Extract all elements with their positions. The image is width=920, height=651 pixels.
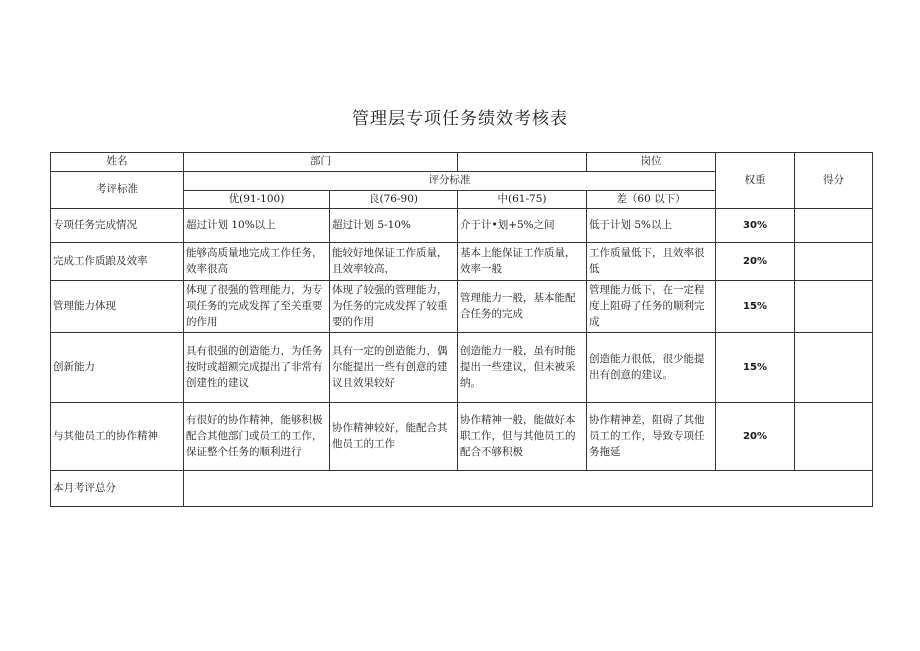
criteria-average: 管理能力一般，基本能配合任务的完成 <box>458 281 587 333</box>
criteria-excellent: 具有很强的创造能力，为任务按时或超额完成提出了非常有创建性的建议 <box>184 333 330 403</box>
table-row <box>51 209 873 243</box>
row-weight: 20% <box>716 243 795 281</box>
criteria-excellent: 有很好的协作精神，能够积极配合其他部门或员工的工作，保证整个任务的顺利进行 <box>184 403 330 471</box>
row-weight: 15% <box>716 281 795 333</box>
level-poor: 差（60 以下） <box>587 190 716 209</box>
row-score-cell[interactable] <box>795 243 873 281</box>
row-score-cell[interactable] <box>795 333 873 403</box>
row-item-label: 完成工作质踉及效率 <box>51 243 184 281</box>
criteria-poor: 创造能力很低，很少能提出有创意的建议。 <box>587 333 716 403</box>
criteria-good: 体现了较强的管理能力，为任务的完成发挥了较重要的作用 <box>330 281 458 333</box>
table-row <box>51 403 873 471</box>
name-label: 姓名 <box>51 153 184 172</box>
criteria-excellent: 超过计划 10%以上 <box>184 209 330 243</box>
row-item-label: 创新能力 <box>51 333 184 403</box>
table-row <box>51 281 873 333</box>
row-weight: 20% <box>716 403 795 471</box>
criteria-average: 介于计•划+5%之间 <box>458 209 587 243</box>
header-row-info <box>51 153 873 172</box>
criteria-average: 创造能力一般，虽有时能提出一些建议，但未被采纳。 <box>458 333 587 403</box>
position-label: 岗位 <box>587 153 716 172</box>
criteria-good: 超过计划 5-10% <box>330 209 458 243</box>
criteria-good: 协作精神较好，能配合其他员工的工作 <box>330 403 458 471</box>
row-score-cell[interactable] <box>795 209 873 243</box>
criteria-excellent: 体现了很强的管理能力，为专项任务的完成发挥了至关重要的作用 <box>184 281 330 333</box>
row-weight: 15% <box>716 333 795 403</box>
table-row <box>51 243 873 281</box>
dept-label: 部门 <box>184 153 458 172</box>
row-item-label: 管理能力体现 <box>51 281 184 333</box>
row-score-cell[interactable] <box>795 403 873 471</box>
score-header: 得分 <box>795 153 873 209</box>
dept-value-cell[interactable] <box>458 153 587 172</box>
row-score-cell[interactable] <box>795 281 873 333</box>
total-value-cell[interactable] <box>184 471 873 507</box>
level-average: 中(61-75) <box>458 190 587 209</box>
row-item-label: 与其他员工的协作精神 <box>51 403 184 471</box>
weight-header: 权重 <box>716 153 795 209</box>
evaluation-table <box>50 152 873 507</box>
level-good: 良(76-90) <box>330 190 458 209</box>
criteria-excellent: 能够高质量地完成工作任务，效率很高 <box>184 243 330 281</box>
criteria-poor: 协作精神差，阻碍了其他员工的工作，导致专项任务拖延 <box>587 403 716 471</box>
page-title: 管理层专项任务绩效考核表 <box>352 109 568 129</box>
row-item-label: 专项任务完成情况 <box>51 209 184 243</box>
level-excellent: 优(91-100) <box>184 190 330 209</box>
criteria-good: 具有一定的创造能力，偶尔能提出一些有创意的建议且效果较好 <box>330 333 458 403</box>
row-weight: 30% <box>716 209 795 243</box>
criteria-average: 协作精神一般，能做好本职工作，但与其他员工的配合不够积极 <box>458 403 587 471</box>
table-row <box>51 333 873 403</box>
criteria-poor: 工作质量低下，且效率很低 <box>587 243 716 281</box>
total-label: 本月考评总分 <box>51 471 184 507</box>
criteria-poor: 管理能力低下，在一定程度上阻碍了任务的顺利完成 <box>587 281 716 333</box>
criteria-poor: 低于计划 5%以上 <box>587 209 716 243</box>
total-row <box>51 471 873 507</box>
criteria-good: 能较好地保证工作质量，且效率较高， <box>330 243 458 281</box>
criteria-label: 考评标准 <box>51 171 184 209</box>
criteria-average: 基本上能保证工作质量，效率一般 <box>458 243 587 281</box>
scoring-label: 评分标准 <box>184 171 716 190</box>
